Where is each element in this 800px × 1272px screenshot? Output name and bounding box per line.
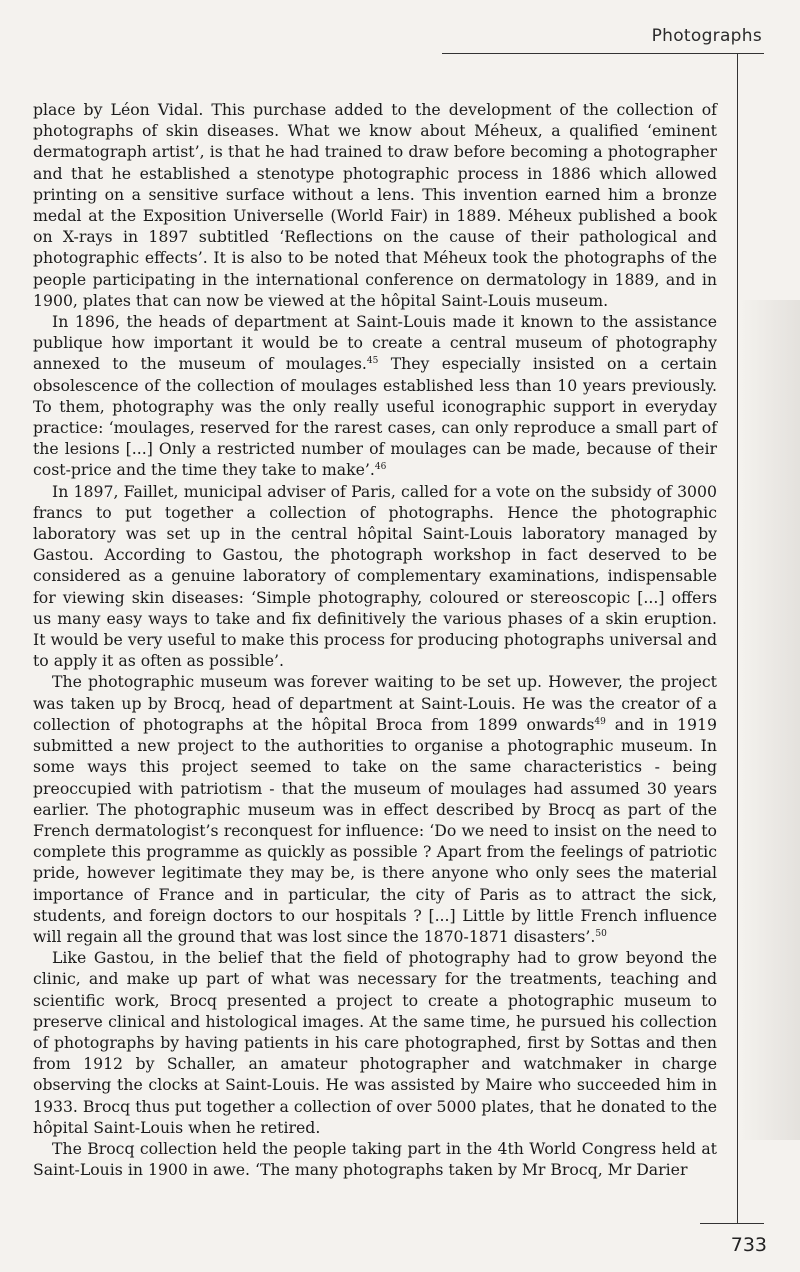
paragraph-5: Like Gastou, in the belief that the field of photography had to grow beyond the clinic, and make up part of what was necessary for the treatments, teaching and scientific work, Brocq presented a project to create a photographic museum to preserve clinical and histological images. At the same time, he pursued his collection of photographs by having patients in his care photographed, first by Sottas and then from 1912 by Schaller, an amateur photographer and watchmaker in charge observing the clocks at Saint-Louis. He was assisted by Maire who succeeded him in 1933. Brocq thus put together a collection of over 5000 plates, that he donated to the hôpital Saint-Louis when he retired.: [33, 948, 717, 1137]
margin-rule: [737, 53, 738, 1223]
footnote-ref-50: 50: [595, 928, 607, 939]
paragraph-1: place by Léon Vidal. This purchase added to the development of the collection of photographs of skin diseases. What we know about Méheux, a qualified ‘eminent dermatograph artist’, is that he had trained to draw before becoming a photographer and that he established a stenotype photographic process in 1886 which allowed printing on a sensitive surface without a lens. This invention earned him a bronze medal at the Exposition Universelle (World Fair) in 1889. Méheux published a book on X-rays in 1897 subtitled ‘Reflections on the cause of their pathological and photographic effects’. It is also to be noted that Méheux took the photographs of the people participating in the international conference on dermatology in 1889, and in 1900, plates that can now be viewed at the hôpital Saint-Louis museum.: [33, 100, 717, 310]
paragraph-2-text-b: They especially insisted on a certain obsolescence of the collection of moulages established less than 10 years previously. To them, photography was the only really useful iconographic support in everyday practice: ‘moulages, reserved for the rarest cases, can only reproduce a small part of the lesions [...] Only a restricted number of moulages can be made, because of their cost-price and the time they take to make’.: [33, 354, 717, 480]
footnote-ref-45: 45: [366, 356, 379, 367]
paragraph-6: The Brocq collection held the people taking part in the 4th World Congress held at Saint-Louis in 1900 in awe. ‘The many photographs taken by Mr Brocq, Mr Darier: [33, 1138, 717, 1180]
paragraph-4: [33, 671, 717, 947]
body-text: [33, 99, 717, 1180]
footnote-ref-46: 46: [374, 462, 387, 473]
paragraph-2: [33, 311, 717, 481]
paragraph-4-text-b: and in 1919 submitted a new project to the authorities to organise a photographic museum. In some ways this project seemed to take on the same characteristics - being preoccupied with patriotism - that the museum of moulages had assumed 30 years earlier. The photographic museum was in effect described by Brocq as part of the French dermatologist’s reconquest for influence: ‘Do we need to insist on the need to complete this programme as quickly as possible ? Apart from the feelings of patriotic pride, however legitimate they may be, is there anyone who only sees the material importance of France and in particular, the city of Paris as to attract the sick, students, and foreign doctors to our hospitals ? [...] Little by little French influence will regain all the ground that was lost since the 1870-1871 disasters’.: [33, 714, 717, 946]
paragraph-3: In 1897, Faillet, municipal adviser of Paris, called for a vote on the subsidy of 3000 francs to put together a collection of photographs. Hence the photographic laboratory was set up in the central hôpital Saint-Louis laboratory managed by Gastou. According to Gastou, the photograph workshop in fact deserved to be considered as a genuine laboratory of complementary examinations, indispensable for viewing skin diseases: ‘Simple photography, coloured or stereoscopic [...] offers us many easy ways to take and fix definitively the various phases of a skin eruption. It would be very useful to make this process for producing photographs universal and to apply it as often as possible’.: [33, 481, 718, 671]
page-number: 733: [730, 1234, 767, 1256]
footnote-ref-49: 49: [594, 716, 606, 727]
paragraph-2-text-a: In 1896, the heads of department at Saint-Louis made it known to the assistance publique how important it would be to create a central museum of photography annexed to the museum of moulages.: [33, 312, 717, 374]
page-edge-shadow: [740, 300, 800, 1140]
header-rule: [442, 53, 764, 54]
footer-rule: [700, 1223, 764, 1224]
paragraph-4-text-a: The photographic museum was forever waiting to be set up. However, the project was taken up by Brocq, head of department at Saint-Louis. He was the creator of a collection of photographs at the hôpital Broca from 1899 onwards: [33, 672, 717, 734]
running-header: Photographs: [651, 26, 762, 46]
